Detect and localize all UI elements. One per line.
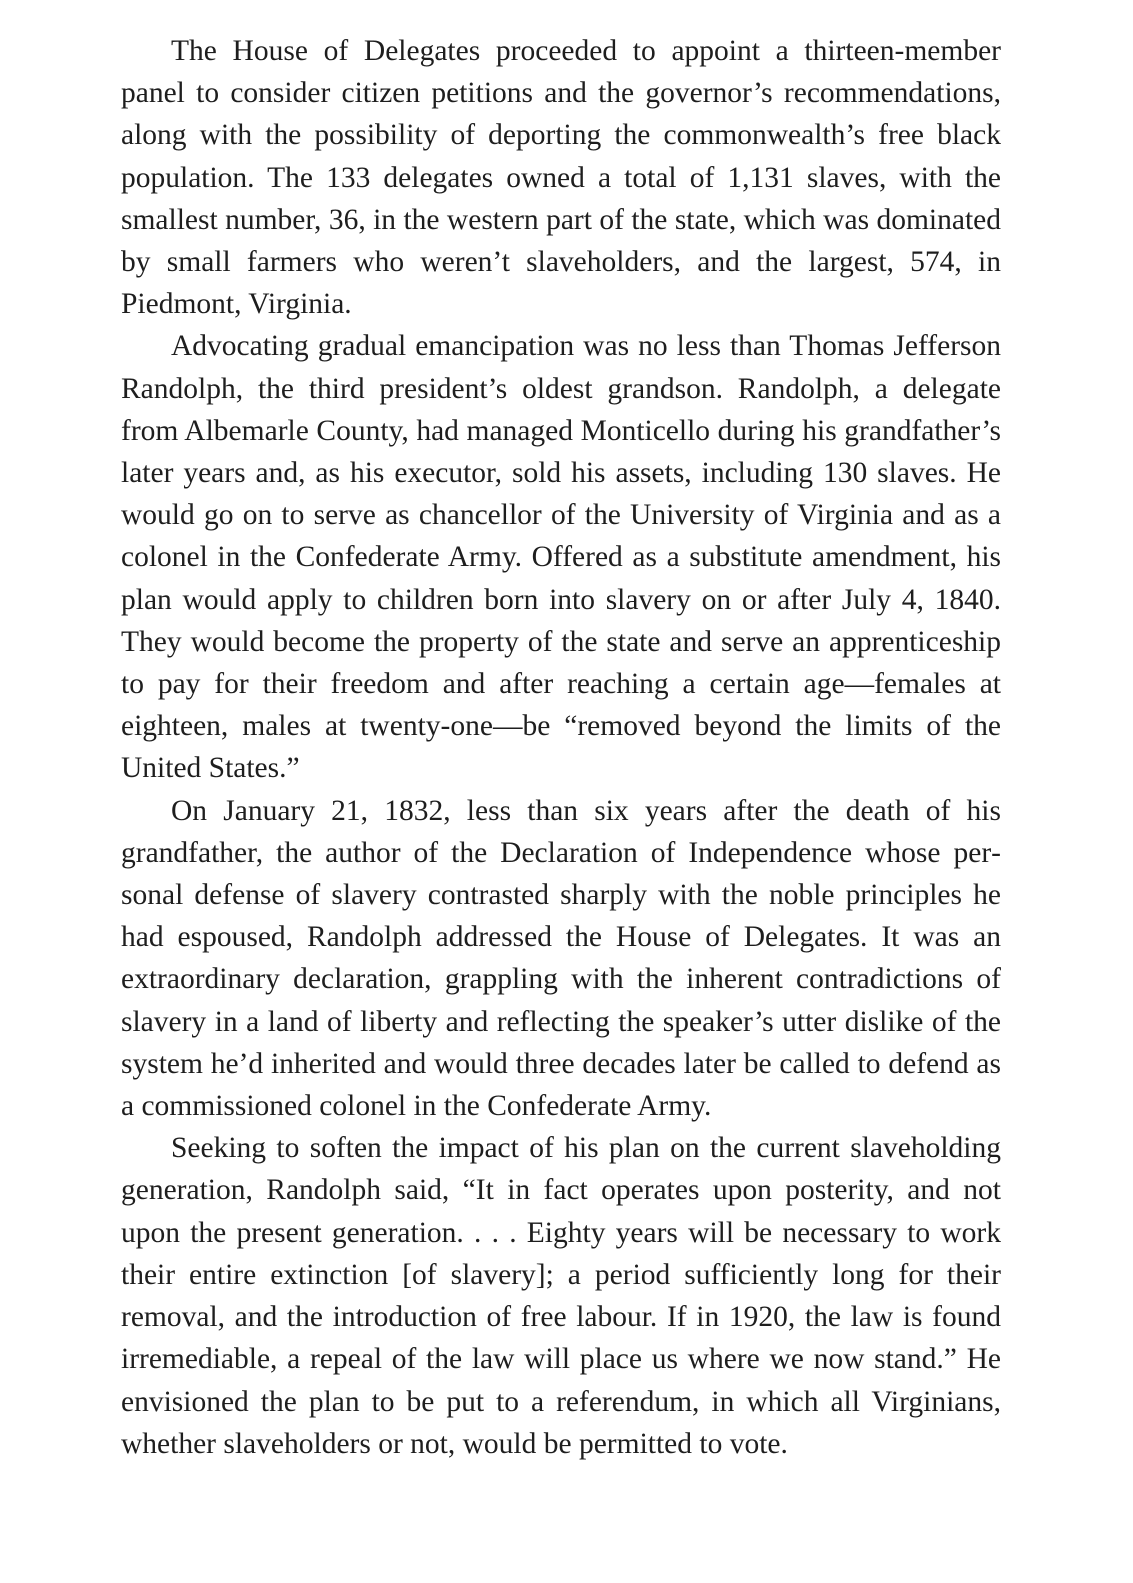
paragraph-randolph-address: On January 21, 1832, less than six years after the death of his grandfather, the author of the Declaration of Independence whose personal defense of slavery contrasted sharply with the noble principles he had espoused, Randolph addressed the House of Delegates. It was an extraordinary declaration, grappling with the inherent contradictions of slavery in a land of liberty and reflecting the speaker’s utter dislike of the system he’d inherited and would three decades later be called to defend as a commissioned colonel in the Confederate Army. [121, 794, 1001, 1123]
document-page [121, 30, 1001, 1465]
paragraph-gradual-emancipation: Advocating gradual emancipation was no less than Thomas Jefferson Randolph, the third president’s oldest grandson. Randolph, a delegate from Albemarle County, had managed Monticello during his grandfather’s later years and, as his executor, sold his assets, including 130 slaves. He would go on to serve as chancellor of the University of Virginia and as a colonel in the Confederate Army. Offered as a substitute amendment, his plan would apply to children born into slavery on or after July 4, 1840. They would become the property of the state and serve an apprenticeship to pay for their freedom and after reaching a certain age—females at eighteen, males at twenty-one—be “removed beyond the limits of the United States.” [121, 330, 1001, 785]
paragraph-randolph-quote: Seeking to soften the impact of his plan on the current slaveholding generation, Randolph said, “It in fact operates upon posterity, and not upon the present generation. . . . Eighty years will be necessary to work their entire extinction [of slavery]; a period sufficiently long for their removal, and the introduction of free labour. If in 1920, the law is found irremediable, a repeal of the law will place us where we now stand.” He envisioned the plan to be put to a referendum, in which all Virginians, whether slaveholders or not, would be permitted to vote. [121, 1132, 1001, 1460]
paragraph-house-of-delegates: The House of Delegates proceeded to appoint a thirteen-member panel to consider citizen petitions and the governor’s recommendations, along with the possibility of deporting the commonwealth’s free black population. The 133 delegates owned a total of 1,131 slaves, with the smallest number, 36, in the western part of the state, which was dominated by small farmers who weren’t slaveholders, and the largest, 574, in Piedmont, Virginia. [121, 35, 1001, 321]
